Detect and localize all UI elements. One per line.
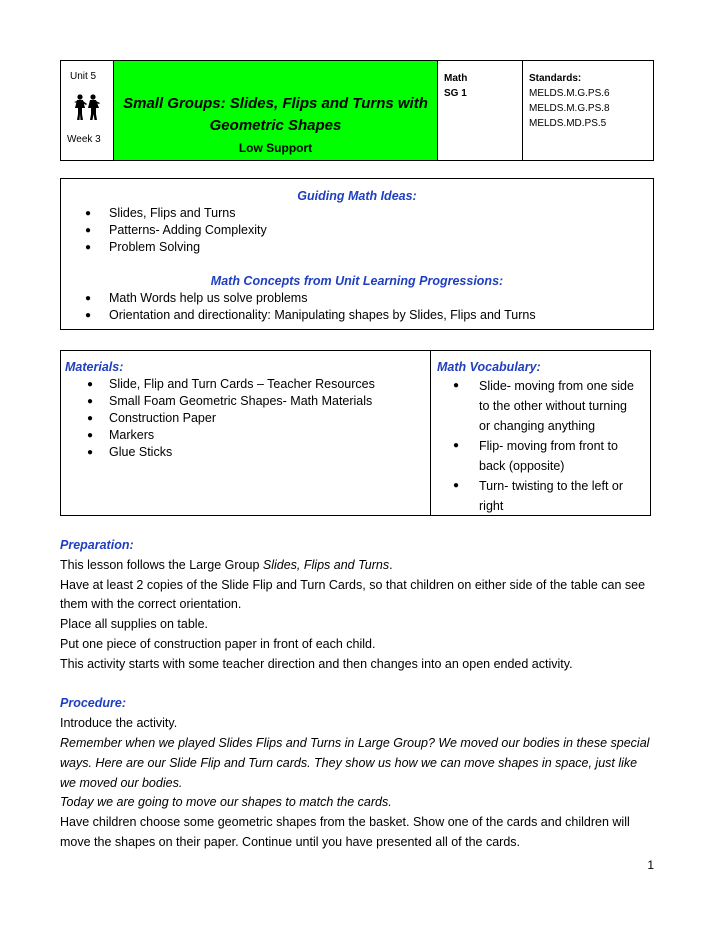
vocabulary-item [437, 476, 650, 516]
preparation-line: Put one piece of construction paper in front of each child. [60, 636, 376, 651]
list-item: ● Construction Paper [65, 410, 430, 427]
page-number: 1 [647, 858, 654, 872]
unit-label: Unit 5 [70, 71, 97, 82]
vocabulary-item [437, 436, 650, 476]
vocabulary-list [437, 376, 650, 516]
week-label: Week 3 [67, 134, 101, 145]
standard-item: MELDS.M.G.PS.6 [529, 88, 610, 99]
concepts-list [61, 290, 653, 324]
standard-item: MELDS.MD.PS.5 [529, 118, 607, 129]
lesson-title [114, 93, 437, 137]
list-item: ● Slide, Flip and Turn Cards – Teacher Resources [65, 376, 430, 393]
concepts-heading: Math Concepts from Unit Learning Progressions: [210, 274, 504, 288]
list-item: ● Patterns- Adding Complexity [61, 222, 653, 239]
preparation-line: Have at least 2 copies of the Slide Flip and Turn Cards, so that children on either side of the table can see [60, 577, 646, 592]
guiding-list [61, 205, 653, 256]
vocabulary-cell [431, 351, 650, 515]
vocab-line: back (opposite) [479, 459, 565, 473]
preparation-line: Place all supplies on table. [60, 617, 209, 632]
standard-item: MELDS.M.G.PS.8 [529, 103, 610, 114]
list-item: ● Slides, Flips and Turns [61, 205, 653, 222]
list-item: ● Small Foam Geometric Shapes- Math Materials [65, 393, 430, 410]
procedure-line: move the shapes on their paper. Continue until you have presented all of the cards. [60, 834, 521, 849]
vocab-line: or changing anything [479, 419, 596, 433]
procedure-script-line: Remember when we played Slides Flips and Turns in Large Group? We moved our bodies in these special [60, 735, 650, 750]
vocab-line: to the other without turning [479, 399, 628, 413]
list-item: ● Orientation and directionality: Manipulating shapes by Slides, Flips and Turns [61, 307, 653, 324]
vocab-line: ● Flip- moving from front to [479, 439, 618, 453]
list-item: ● Math Words help us solve problems [61, 290, 653, 307]
children-logo-icon [73, 93, 101, 123]
standards-cell [523, 61, 653, 160]
procedure-script-line: ways. Here are our Slide Flip and Turn cards. They show us how we can move shapes in space, just like [60, 755, 638, 770]
materials-list [65, 376, 430, 461]
preparation-line [60, 556, 670, 576]
lesson-header-table [60, 60, 654, 161]
procedure-line: Have children choose some geometric shapes from the basket. Show one of the cards and children will [60, 815, 630, 830]
procedure-heading: Procedure: [60, 696, 126, 711]
lesson-code: SG 1 [444, 88, 467, 99]
materials-cell [61, 351, 431, 515]
vocabulary-heading: Math Vocabulary: [437, 360, 541, 374]
vocab-line: ● Turn- twisting to the left or [479, 479, 624, 493]
unit-cell [61, 61, 114, 160]
vocabulary-item [437, 376, 650, 436]
text-span: This lesson follows the Large Group [60, 557, 263, 572]
subject-cell [438, 61, 523, 160]
vocab-line: right [479, 499, 504, 513]
list-item: ● Markers [65, 427, 430, 444]
guiding-ideas-box [60, 178, 654, 330]
materials-vocabulary-table [60, 350, 651, 516]
list-item: ● Problem Solving [61, 239, 653, 256]
title-line-2: Geometric Shapes [209, 117, 342, 134]
support-level: Low Support [238, 141, 313, 155]
preparation-line: This activity starts with some teacher direction and then changes into an open ended activity. [60, 656, 573, 671]
lesson-reference: Slides, Flips and Turns [262, 557, 390, 572]
standards-label: Standards: [529, 73, 582, 84]
title-line-1: Small Groups: Slides, Flips and Turns with [123, 95, 428, 112]
guiding-heading: Guiding Math Ideas: [297, 189, 417, 203]
procedure-script-line: we moved our bodies. [60, 775, 183, 790]
materials-heading: Materials: [65, 360, 124, 374]
title-cell [114, 61, 438, 160]
procedure-script-line: Today we are going to move our shapes to match the cards. [60, 795, 392, 810]
vocab-line: ● Slide- moving from one side [479, 379, 634, 393]
preparation-line: them with the correct orientation. [60, 597, 242, 612]
lesson-body [60, 536, 670, 853]
subject-label: Math [444, 73, 468, 84]
text-span: . [389, 557, 393, 572]
preparation-heading: Preparation: [60, 538, 134, 552]
procedure-line: Introduce the activity. [60, 716, 178, 731]
list-item: ● Glue Sticks [65, 444, 430, 461]
